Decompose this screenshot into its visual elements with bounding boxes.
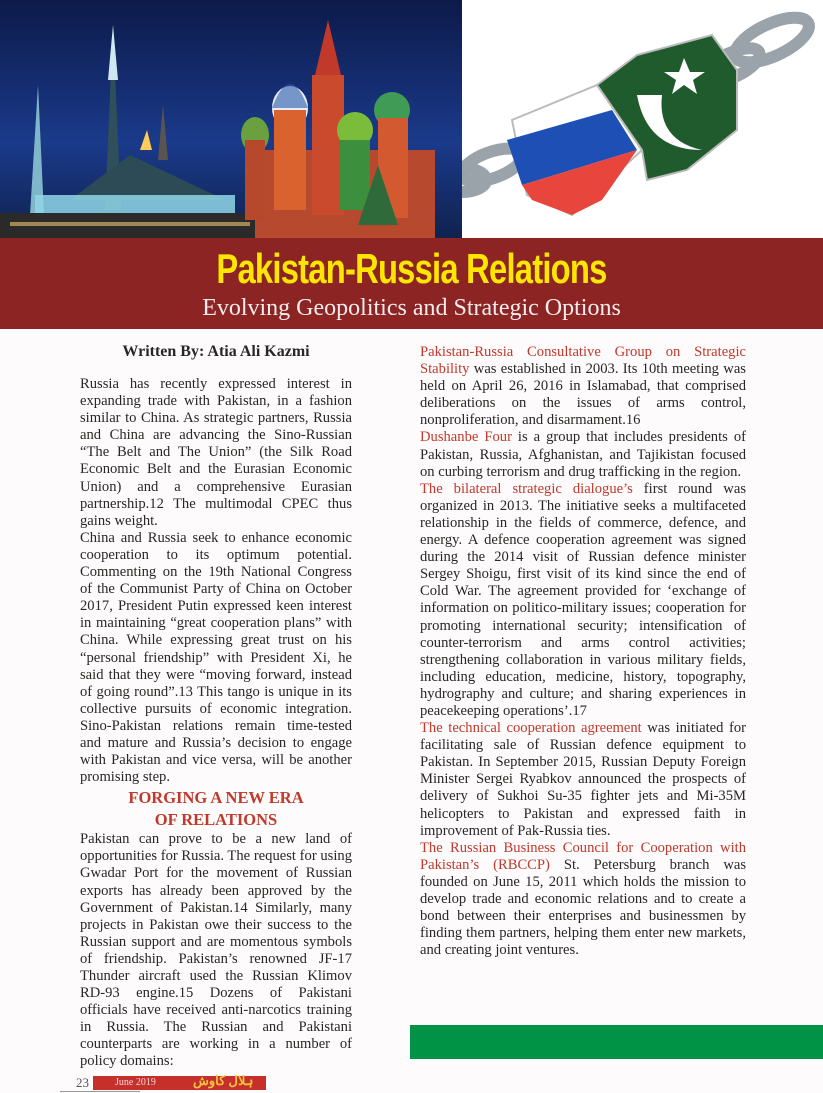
issue-date: June 2019 xyxy=(115,1077,156,1088)
puzzle-flags-chain-illustration xyxy=(462,0,823,238)
highlight-term: The Russian Business Council for Cooperation with Pakistan’s (RBCCP) xyxy=(420,839,746,873)
paragraph-text: St. Petersburg branch was founded on June 15, 2011 which holds the mission to develop trade and economic relations and to create a bond between their enterprises and businessmen by finding them partners, helping them enter new markets, and creating joint ventures. xyxy=(420,856,747,959)
paragraph xyxy=(420,840,746,960)
paragraph xyxy=(420,720,746,840)
footer-bar xyxy=(93,1073,266,1090)
paragraph xyxy=(420,481,746,720)
paragraph xyxy=(420,344,746,429)
article-title: Pakistan-Russia Relations xyxy=(216,245,607,292)
paragraph: Pakistan can prove to be a new land of opportunities for Russia. The request for using Gwadar Port for the movement of Russian exports has already been approved by the Government of Pakistan.14 Similarly, many projects in Pakistan owe their success to the Russian support and are momentous symbols of friendship. Pakistan’s renowned JF-17 Thunder aircraft used the Russian Klimov RD-93 engine.15 Dozens of Pakistani officials have received anti-narcotics training in Russia. The Russian and Pakistani counterparts are working in a number of policy domains: xyxy=(80,831,352,1070)
mosque-and-cathedral-photo xyxy=(0,0,462,238)
paragraph-text: is a group that includes presidents of Pakistan, Russia, Afghanistan, and Tajikistan focused on curbing terrorism and drug trafficking in the region. xyxy=(420,429,746,480)
page-footer xyxy=(60,1075,280,1093)
highlight-term: The technical cooperation agreement xyxy=(420,720,642,737)
highlight-term: Pakistan-Russia Consultative Group on Strategic Stability xyxy=(420,344,746,378)
title-banner xyxy=(0,238,823,329)
paragraph xyxy=(420,429,746,480)
left-column xyxy=(80,342,352,1071)
magazine-logo: ہلال کاوش xyxy=(193,1073,254,1088)
paragraph: Russia has recently expressed interest in expanding trade with Pakistan, in a fashion similar to China. As strategic partners, Russia and China are advancing the Sino-Russian “The Belt and The Union” (the Silk Road Economic Belt and the Eurasian Economic Union) and a comprehensive Eurasian partnership.12 The multimodal CPEC thus gains weight. xyxy=(80,376,352,529)
paragraph-text: was initiated for facilitating sale of Russian defence equipment to Pakistan. In September 2015, Russian Deputy Foreign Minister Sergei Ryabkov announced the prospects of delivery of Sukhoi Su-35 fighter jets and Mi-35M helicopters to Pakistan and expressed faith in improvement of Pak-Russia ties. xyxy=(420,720,746,839)
paragraph: China and Russia seek to enhance economic cooperation to its optimum potential. Commenting on the 19th National Congress of the Communist Party of China on October 2017, President Putin expressed keen interest in maintaining “great cooperation plans” with China. While expressing great trust on his “personal friendship” with President Xi, he said that they were “moving forward, instead of going round”.13 This tango is unique in its collective pursuits of economic integration. Sino-Pakistan relations remain time-tested and mature and Russia’s decision to engage with Pakistan and vice versa, will be another promising step. xyxy=(80,529,352,786)
hero-image xyxy=(0,0,823,238)
article-subtitle: Evolving Geopolitics and Strategic Options xyxy=(202,295,621,321)
footer-rule xyxy=(60,1091,140,1092)
byline: Written By: Atia Ali Kazmi xyxy=(122,343,310,360)
section-heading-line: OF RELATIONS xyxy=(154,810,278,830)
section-heading xyxy=(80,787,352,831)
highlight-term: The bilateral strategic dialogue’s xyxy=(420,480,633,497)
page-number: 23 xyxy=(76,1075,89,1090)
section-heading-line: FORGING A NEW ERA xyxy=(128,788,304,808)
right-column xyxy=(420,344,746,959)
paragraph-text: was established in 2003. Its 10th meeting was held on April 26, 2016 in Islamabad, that comprised deliberations on the issues of arms control, nonproliferation, and disarmament.16 xyxy=(420,361,746,429)
highlight-term: Dushanbe Four xyxy=(420,429,512,446)
green-decorative-block xyxy=(410,1025,823,1059)
paragraph-text: first round was organized in 2013. The initiative seeks a multifaceted relationship in the fields of commerce, defence, and energy. A defence cooperation agreement was signed during the 2014 visit of Russian defence minister Sergey Shoigu, first visit of its kind since the end of Cold War. The agreement provided for ‘exchange of information on politico-military issues; cooperation for promoting international security; intensification of counter-terrorism and arms control activities; strengthening collaboration in various military fields, including education, medicine, history, topography, hydrography and culture; and sharing experiences in peacekeeping operations’.17 xyxy=(420,480,746,719)
